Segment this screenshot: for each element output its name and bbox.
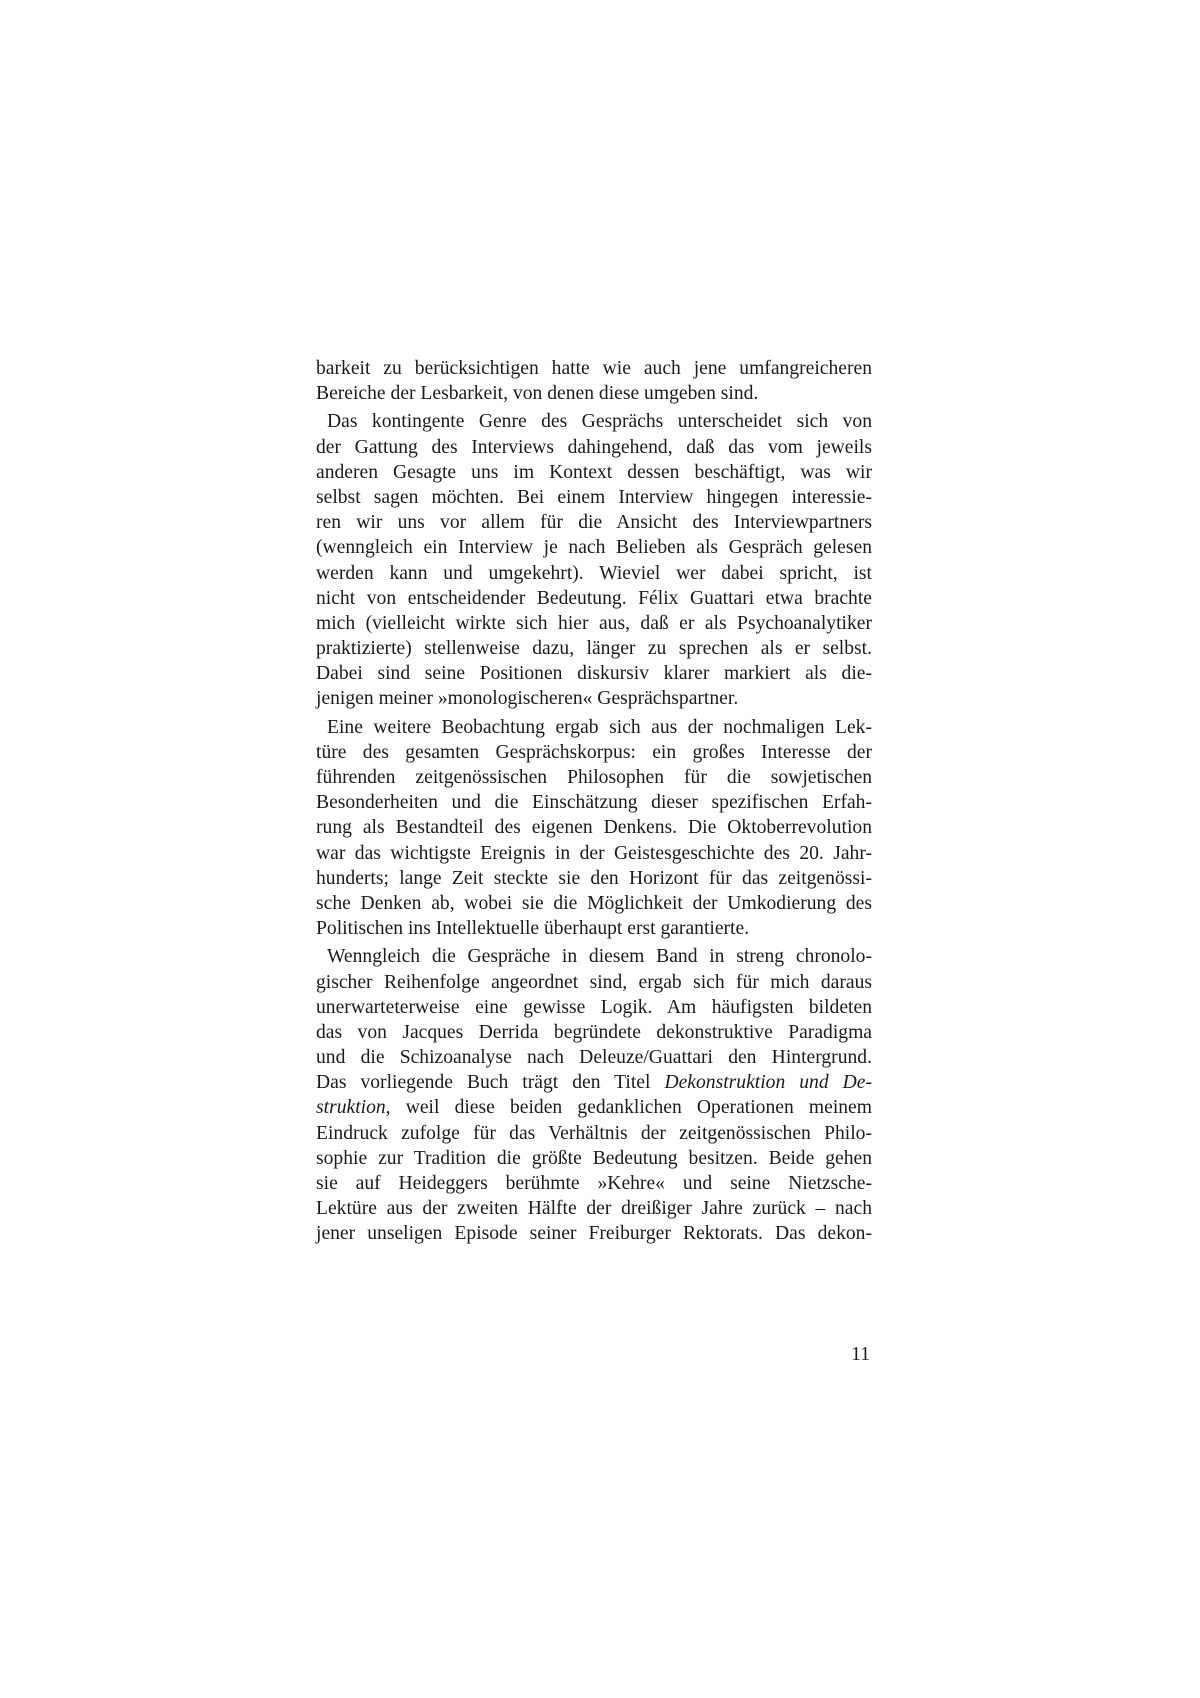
text-line: ren wir uns vor allem für die Ansicht des Interviewpartners bbox=[316, 512, 872, 534]
body-text bbox=[316, 356, 872, 1247]
text-line: Lektüre aus der zweiten Hälfte der dreißiger Jahre zurück – nach bbox=[316, 1198, 872, 1220]
paragraph bbox=[316, 715, 872, 942]
paragraph bbox=[316, 944, 872, 1246]
text-line: sie auf Heideggers berühmte »Kehre« und seine Nietzsche- bbox=[316, 1173, 872, 1194]
text-line: werden kann und umgekehrt). Wieviel wer dabei spricht, ist bbox=[316, 562, 872, 584]
text-line: jenigen meiner »monologischeren« Gesprächspartner. bbox=[316, 688, 739, 710]
text-line: selbst sagen möchten. Bei einem Interview hingegen interessie- bbox=[316, 486, 872, 508]
text-line: nicht von entscheidender Bedeutung. Félix Guattari etwa brachte bbox=[316, 587, 872, 609]
text-line: war das wichtigste Ereignis in der Geistesgeschichte des 20. Jahr- bbox=[316, 842, 872, 864]
paragraph bbox=[316, 409, 872, 711]
text-line: (wenngleich ein Interview je nach Belieben als Gespräch gelesen bbox=[316, 537, 872, 559]
text-line: hunderts; lange Zeit steckte sie den Horizont für das zeitgenössi- bbox=[316, 867, 872, 889]
text-line: Das vorliegende Buch trägt den Titel Dekonstruktion und De- bbox=[316, 1072, 872, 1094]
text-line: sche Denken ab, wobei sie die Möglichkeit der Umkodierung des bbox=[316, 892, 872, 914]
text-line: sophie zur Tradition die größte Bedeutung besitzen. Beide gehen bbox=[316, 1147, 872, 1169]
text-line: das von Jacques Derrida begründete dekonstruktive Paradigma bbox=[316, 1021, 872, 1043]
text-line: struktion, weil diese beiden gedanklichen Operationen meinem bbox=[316, 1097, 872, 1119]
text-line: praktizierte) stellenweise dazu, länger zu sprechen als er selbst. bbox=[316, 638, 872, 660]
text-line: türe des gesamten Gesprächskorpus: ein großes Interesse der bbox=[316, 741, 872, 763]
text-line: Wenngleich die Gespräche in diesem Band in streng chronolo- bbox=[327, 946, 872, 968]
text-line: und die Schizoanalyse nach Deleuze/Guattari den Hintergrund. bbox=[316, 1047, 872, 1069]
text-line: jener unseligen Episode seiner Freiburger Rektorats. Das dekon- bbox=[316, 1223, 872, 1245]
text-line: der Gattung des Interviews dahingehend, daß das vom jeweils bbox=[316, 436, 872, 458]
text-line: mich (vielleicht wirkte sich hier aus, daß er als Psychoanalytiker bbox=[316, 612, 872, 634]
text-line: Eine weitere Beobachtung ergab sich aus der nochmaligen Lek- bbox=[327, 716, 872, 738]
text-line: unerwarteterweise eine gewisse Logik. Am häufigsten bildeten bbox=[316, 996, 872, 1018]
text-line: anderen Gesagte uns im Kontext dessen beschäftigt, was wir bbox=[316, 461, 872, 483]
text-line: gischer Reihenfolge angeordnet sind, ergab sich für mich daraus bbox=[316, 971, 872, 993]
page-number: 11 bbox=[851, 1344, 870, 1365]
text-line: führenden zeitgenössischen Philosophen für die sowjetischen bbox=[316, 767, 872, 788]
text-line: Politischen ins Intellektuelle überhaupt erst garantierte. bbox=[316, 918, 750, 940]
text-line: Dabei sind seine Positionen diskursiv klarer markiert als die- bbox=[316, 663, 872, 685]
text-line: Besonderheiten und die Einschätzung dieser spezifischen Erfah- bbox=[316, 792, 872, 814]
text-line: Bereiche der Lesbarkeit, von denen diese umgeben sind. bbox=[316, 383, 759, 405]
text-line: rung als Bestandteil des eigenen Denkens. Die Oktoberrevolution bbox=[316, 817, 872, 839]
text-line: Das kontingente Genre des Gesprächs unterscheidet sich von bbox=[327, 411, 872, 433]
text-line: Eindruck zufolge für das Verhältnis der zeitgenössischen Philo- bbox=[316, 1122, 872, 1144]
text-line: barkeit zu berücksichtigen hatte wie auch jene umfangreicheren bbox=[316, 358, 872, 379]
paragraph bbox=[316, 356, 872, 406]
